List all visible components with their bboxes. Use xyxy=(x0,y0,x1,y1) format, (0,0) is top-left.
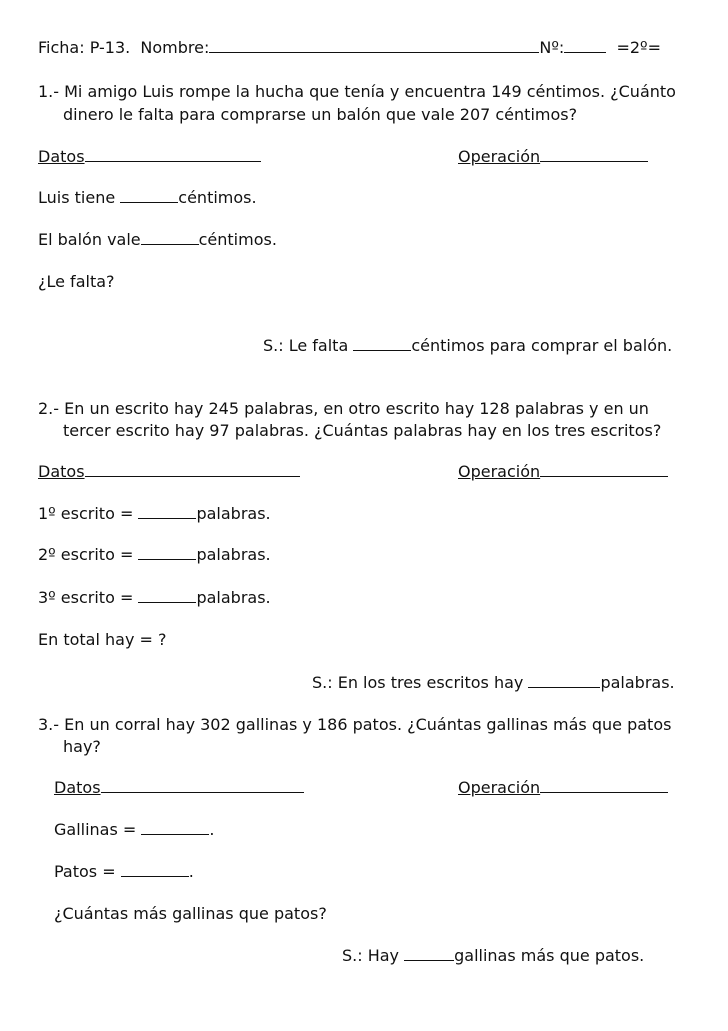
solution-blank[interactable] xyxy=(353,336,411,351)
row-label: Gallinas = xyxy=(54,820,142,839)
problem-3-datos xyxy=(54,778,304,798)
answer-blank[interactable] xyxy=(141,820,209,835)
operacion-blank[interactable] xyxy=(540,778,668,793)
row-label: 2º escrito = xyxy=(38,545,139,564)
worksheet-header xyxy=(38,38,661,58)
problem-2-solution xyxy=(312,673,675,693)
datos-blank[interactable] xyxy=(85,462,300,477)
problem-1-row-luis xyxy=(38,188,257,208)
answer-blank[interactable] xyxy=(138,545,196,560)
numero-blank[interactable] xyxy=(564,38,606,53)
row-unit: céntimos. xyxy=(178,188,257,207)
operacion-label: Operación xyxy=(458,462,541,481)
problem-1-row-balon xyxy=(38,230,277,250)
solution-text: céntimos para comprar el balón. xyxy=(411,336,673,355)
operacion-blank[interactable] xyxy=(540,147,648,162)
problem-2-row-2 xyxy=(38,545,271,565)
answer-blank[interactable] xyxy=(138,504,196,519)
problem-3-line-2: hay? xyxy=(63,737,101,756)
row-label: El balón vale xyxy=(38,230,141,249)
problem-2-total: En total hay = ? xyxy=(38,630,167,649)
problem-3-question: ¿Cuántas más gallinas que patos? xyxy=(54,904,327,923)
problem-2-datos xyxy=(38,462,300,482)
operacion-blank[interactable] xyxy=(540,462,668,477)
problem-1-line-2: dinero le falta para comprarse un balón que vale 207 céntimos? xyxy=(63,105,578,124)
solution-blank[interactable] xyxy=(404,946,454,961)
problem-3-row-patos xyxy=(54,862,194,882)
row-period: . xyxy=(188,862,194,881)
row-unit: céntimos. xyxy=(198,230,277,249)
problem-2-line-2: tercer escrito hay 97 palabras. ¿Cuántas palabras hay en los tres escritos? xyxy=(63,421,662,440)
problem-1-question: ¿Le falta? xyxy=(38,272,115,291)
row-unit: palabras. xyxy=(196,545,271,564)
solution-label: S.: Hay xyxy=(342,946,405,965)
problem-2-operacion xyxy=(458,462,668,482)
problem-3-operacion xyxy=(458,778,668,798)
operacion-label: Operación xyxy=(458,778,541,797)
row-unit: palabras. xyxy=(196,504,271,523)
row-label: Patos = xyxy=(54,862,121,881)
solution-text: gallinas más que patos. xyxy=(454,946,645,965)
problem-1-datos xyxy=(38,147,261,167)
problem-3-line-1: 3.- En un corral hay 302 gallinas y 186 patos. ¿Cuántas gallinas más que patos xyxy=(38,715,672,734)
nombre-blank[interactable] xyxy=(209,38,539,53)
row-period: . xyxy=(209,820,215,839)
numero-label: Nº: xyxy=(539,38,565,57)
solution-text: palabras. xyxy=(600,673,675,692)
problem-3-solution xyxy=(342,946,644,966)
problem-2-row-3 xyxy=(38,588,271,608)
solution-label: S.: Le falta xyxy=(263,336,354,355)
datos-blank[interactable] xyxy=(101,778,304,793)
problem-1-line-1: 1.- Mi amigo Luis rompe la hucha que tenía y encuentra 149 céntimos. ¿Cuánto xyxy=(38,82,676,101)
operacion-label: Operación xyxy=(458,147,541,166)
solution-blank[interactable] xyxy=(528,673,600,688)
datos-label: Datos xyxy=(38,462,85,481)
answer-blank[interactable] xyxy=(121,862,189,877)
row-label: 1º escrito = xyxy=(38,504,139,523)
problem-1-operacion xyxy=(458,147,648,167)
answer-blank[interactable] xyxy=(141,230,199,245)
nombre-label: Nombre: xyxy=(140,38,210,57)
curso-label: =2º= xyxy=(616,38,661,57)
row-label: 3º escrito = xyxy=(38,588,139,607)
ficha-label: Ficha: P-13. xyxy=(38,38,131,57)
answer-blank[interactable] xyxy=(120,188,178,203)
datos-blank[interactable] xyxy=(85,147,261,162)
problem-2-line-1: 2.- En un escrito hay 245 palabras, en otro escrito hay 128 palabras y en un xyxy=(38,399,649,418)
problem-1-solution xyxy=(263,336,672,356)
answer-blank[interactable] xyxy=(138,588,196,603)
problem-3-row-gallinas xyxy=(54,820,215,840)
datos-label: Datos xyxy=(38,147,85,166)
datos-label: Datos xyxy=(54,778,101,797)
problem-2-row-1 xyxy=(38,504,271,524)
row-unit: palabras. xyxy=(196,588,271,607)
solution-label: S.: En los tres escritos hay xyxy=(312,673,529,692)
row-label: Luis tiene xyxy=(38,188,121,207)
